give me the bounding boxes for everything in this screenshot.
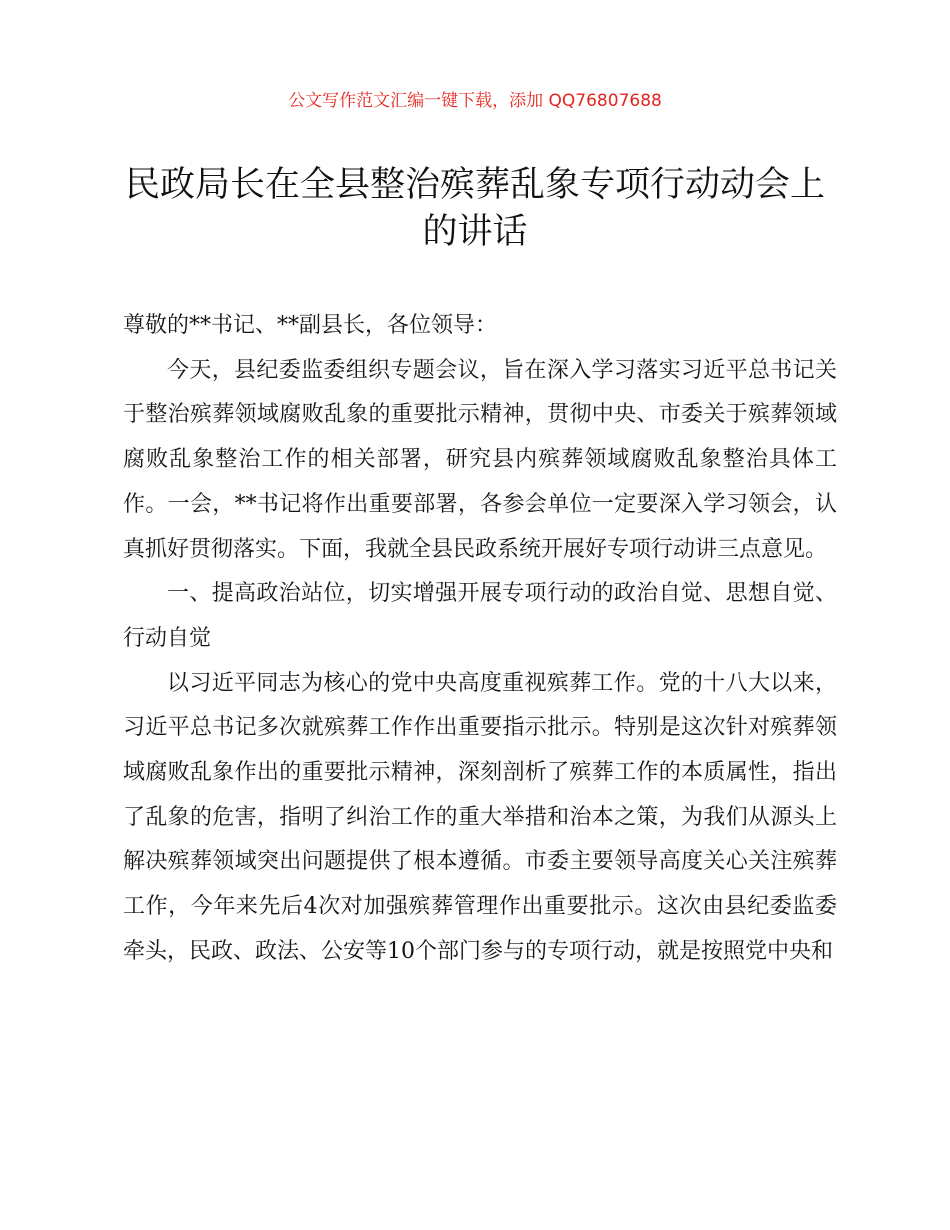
salutation: 尊敬的**书记、**副县长，各位领导： xyxy=(123,313,498,338)
speech-body xyxy=(123,304,837,975)
paragraph-section-1: 以习近平同志为核心的党中央高度重视殡葬工作。党的十八大以来，习近平总书记多次就殡葬工作作出重要指示批示。特别是这次针对殡葬领域腐败乱象作出的重要批示精神，深刻剖析了殡葬工作的本质属性，指出了乱象的危害，指明了纠治工作的重大举措和治本之策，为我们从源头上解决殡葬领域突出问题提供了根本遵循。市委主要领导高度关心关注殡葬工作，今年来先后4次对加强殡葬管理作出重要批示。这次由县纪委监委牵头，民政、政法、公安等10个部门参与的专项行动，就是按照党中央和 xyxy=(123,670,837,964)
page-title: 民政局长在全县整治殡葬乱象专项行动动会上的讲话 xyxy=(124,165,825,252)
promo-line[interactable]: 公文写作范文汇编一键下载，添加 QQ76807688 xyxy=(288,91,662,111)
section-heading-1: 一、提高政治站位，切实增强开展专项行动的政治自觉、思想自觉、行动自觉 xyxy=(123,581,837,651)
paragraph-intro: 今天，县纪委监委组织专题会议，旨在深入学习落实习近平总书记关于整治殡葬领域腐败乱象的重要批示精神，贯彻中央、市委关于殡葬领域腐败乱象整治工作的相关部署，研究县内殡葬领域腐败乱象整治具体工作。一会，**书记将作出重要部署，各参会单位一定要深入学习领会，认真抓好贯彻落实。下面，我就全县民政系统开展好专项行动讲三点意见。 xyxy=(123,357,837,562)
